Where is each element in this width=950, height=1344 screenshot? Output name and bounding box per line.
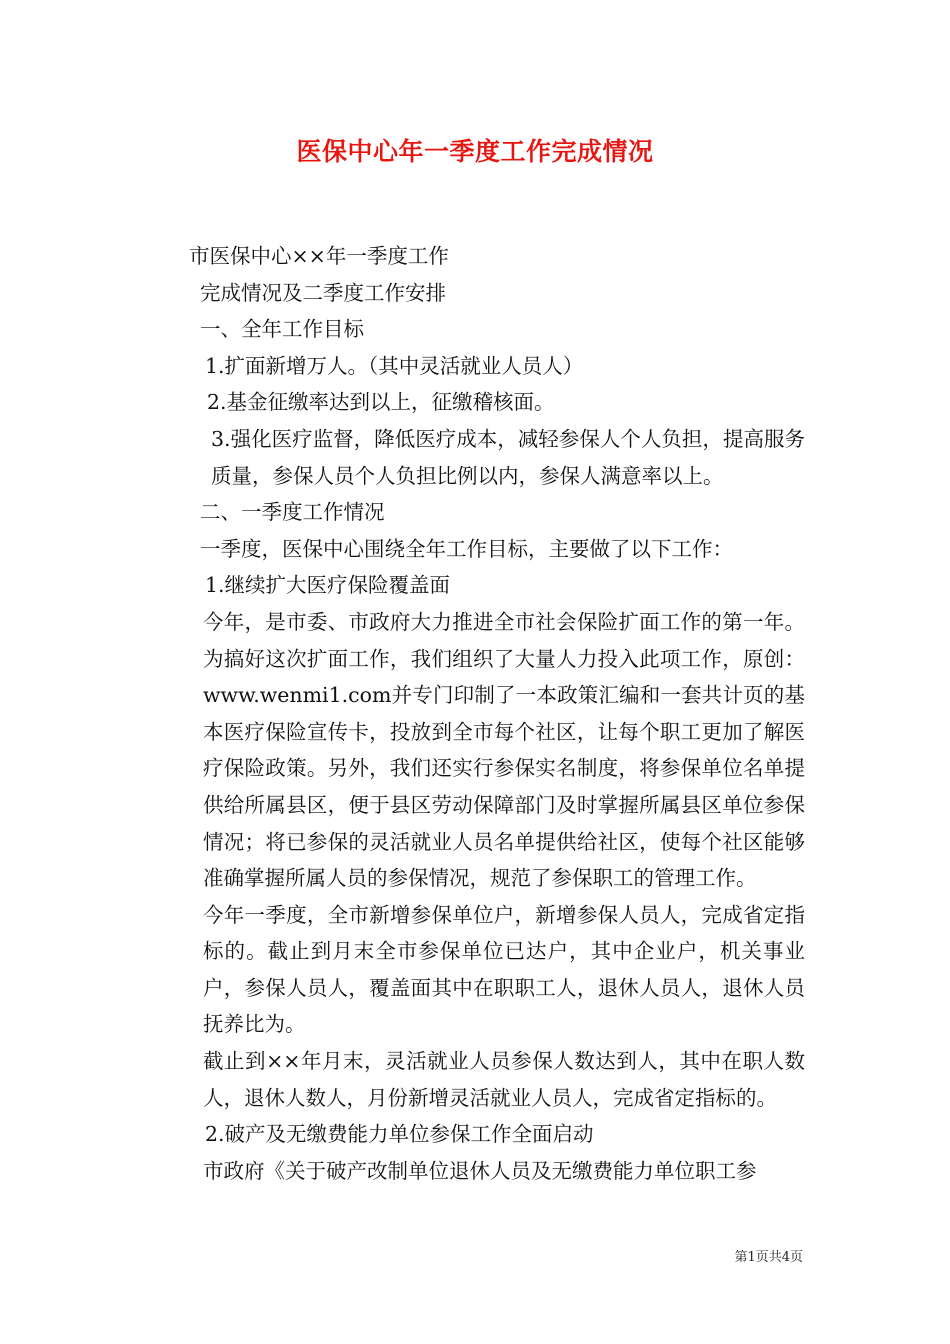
subtitle-line-2: 完成情况及二季度工作安排 — [200, 280, 446, 305]
paragraph-expansion: 今年，是市委、市政府大力推进全市社会保险扩面工作的第一年。为搞好这次扩面工作，我们组织了大量人力投入此项工作，原创：www.wenmi1.com并专门印制了一本政策汇编和一套共计页的基本医疗保险宣传卡，投放到全市每个社区，让每个职工更加了解医疗保险政策。另外，我们还实行参保实名制度，将参保单位名单提供给所属县区，便于县区劳动保障部门及时掌握所属县区单位参保情况；将已参保的灵活就业人员名单提供给社区，使每个社区能够准确掌握所属人员的参保情况，规范了参保职工的管理工作。 — [203, 609, 805, 891]
goal-item-3: 3.强化医疗监督，降低医疗成本，减轻参保人个人负担，提高服务质量，参保人员个人负担比例以内，参保人满意率以上。 — [211, 426, 805, 488]
goal-item-1: 1.扩面新增万人。（其中灵活就业人员人） — [205, 353, 584, 378]
paragraph-flexible-employment: 截止到××年月末，灵活就业人员参保人数达到人，其中在职人数人，退休人数人，月份新增灵活就业人员人，完成省定指标的。 — [203, 1049, 805, 1110]
document-body — [145, 238, 805, 1189]
page-number: 第1页共4页 — [734, 1250, 803, 1265]
paragraph-q1-stats: 今年一季度，全市新增参保单位户，新增参保人员人，完成省定指标的。截止到月末全市参保单位已达户，其中企业户，机关事业户，参保人员人，覆盖面其中在职职工人，退休人员人，退休人员抚养比为。 — [203, 902, 805, 1037]
section-heading-2: 二、一季度工作情况 — [200, 500, 385, 525]
subsection-heading-1: 1.继续扩大医疗保险覆盖面 — [205, 573, 451, 598]
paragraph-government-notice: 市政府《关于破产改制单位退休人员及无缴费能力单位职工参 — [203, 1158, 757, 1183]
subsection-heading-2: 2.破产及无缴费能力单位参保工作全面启动 — [205, 1122, 594, 1147]
subtitle-line-1: 市医保中心××年一季度工作 — [189, 244, 449, 268]
paragraph-intro: 一季度，医保中心围绕全年工作目标，主要做了以下工作： — [200, 536, 733, 561]
section-heading-1: 一、全年工作目标 — [200, 317, 364, 342]
document-title: 医保中心年一季度工作完成情况 — [296, 137, 654, 166]
goal-item-2: 2.基金征缴率达到以上，征缴稽核面。 — [207, 390, 555, 415]
